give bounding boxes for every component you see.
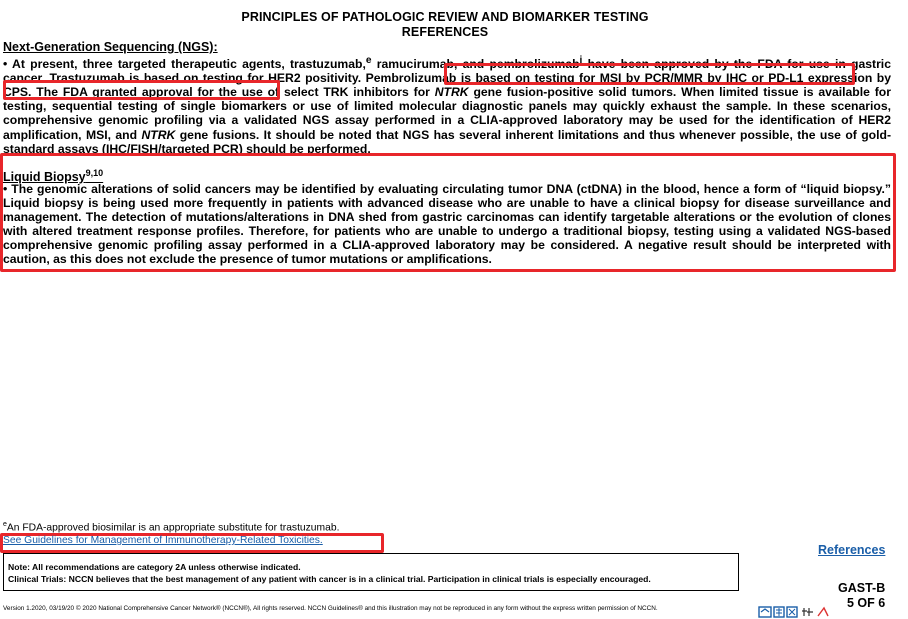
page-title: PRINCIPLES OF PATHOLOGIC REVIEW AND BIOMARKER TESTING bbox=[241, 10, 649, 24]
ngs-text-1: • At present, three targeted therapeutic agents, trastuzumab, bbox=[3, 57, 366, 72]
footnote-i-suffix: . bbox=[319, 535, 323, 546]
footnote-e bbox=[3, 521, 339, 533]
ngs-text-5: gene fusions. It should be noted that NGS has several inherent limitations and thus whenever possible, the use of gold-standard assays (IHC/FISH/targeted PCR) should be performed. bbox=[3, 127, 891, 156]
ngs-heading: Next-Generation Sequencing (NGS): bbox=[3, 40, 218, 54]
ngs-text-3: have been approved by the FDA for use in gastric cancer. Trastuzumab is based on testing for HER2 positivity. Pembrolizumab is based on testing for MSI by PCR/MMR by IHC or PD-L1 expression by CPS. The FDA granted approval for the use of select TRK inhibitors for bbox=[3, 57, 891, 100]
footnote-e-marker: e bbox=[3, 521, 7, 528]
watermark-logo-icon bbox=[758, 604, 830, 619]
page-number: 5 OF 6 bbox=[847, 596, 886, 610]
ngs-text-2: ramucirumab, and pembrolizumab bbox=[371, 57, 580, 72]
footnote-i bbox=[3, 535, 323, 546]
note-category: Note: All recommendations are category 2A unless otherwise indicated. bbox=[8, 562, 301, 572]
note-clinical-trials: Clinical Trials: NCCN believes that the best management of any patient with cancer is in a clinical trial. Participation in clinical trials is especially encouraged. bbox=[8, 574, 651, 584]
footnote-i-ref: i bbox=[579, 55, 583, 66]
page-code: GAST-B bbox=[838, 581, 886, 595]
liquid-biopsy-paragraph: • The genomic alterations of solid cancers may be identified by evaluating circulating tumor DNA (ctDNA) in the blood, hence a form of “liquid biopsy.” Liquid biopsy is being used more frequently in patients with advanced disease who are unable to have a clinical biopsy for disease surveillance and management. The detection of mutations/alterations in DNA shed from gastric carcinomas can identify targetable alterations or the evolution of clones with altered treatment response profiles. Therefore, for patients who are unable to undergo a traditional biopsy, testing using a validated NGS-based comprehensive genomic profiling assay performed in a CLIA-approved laboratory may be considered. A negative result should be interpreted with caution, as this does not exclude the presence of tumor mutations or amplifications. bbox=[3, 182, 891, 267]
references-link[interactable]: References bbox=[818, 543, 886, 557]
ngs-text-4: gene fusion-positive solid tumors. When limited tissue is available for testing, sequential testing of single biomarkers or use of limited molecular diagnostic panels may quickly exhaust the sample. In these scenarios, comprehensive genomic profiling via a validated NGS assay performed in a CLIA-approved laboratory may be used for the identification of HER2 amplification, MSI, and bbox=[3, 85, 891, 142]
footnote-e-ref: e bbox=[365, 55, 372, 66]
liquid-biopsy-heading-text: Liquid Biopsy bbox=[3, 170, 86, 185]
ntrk-term-2: NTRK bbox=[141, 127, 176, 142]
ntrk-term-1: NTRK bbox=[434, 85, 469, 100]
version-copyright: Version 1.2020, 03/19/20 © 2020 National Comprehensive Cancer Network® (NCCN®), All rights reserved. NCCN Guidelines® and this illustration may not be reproduced in any form without the express written permission of NCCN. bbox=[3, 605, 658, 612]
note-box bbox=[3, 553, 739, 591]
ngs-paragraph bbox=[3, 54, 891, 156]
footnote-e-text: An FDA-approved biosimilar is an appropriate substitute for trastuzumab. bbox=[6, 522, 340, 534]
immunotherapy-guidelines-link[interactable]: See Guidelines for Management of Immunotherapy-Related Toxicities bbox=[3, 535, 320, 546]
liquid-biopsy-ref: 9,10 bbox=[85, 168, 104, 178]
page-subtitle: REFERENCES bbox=[401, 25, 489, 39]
